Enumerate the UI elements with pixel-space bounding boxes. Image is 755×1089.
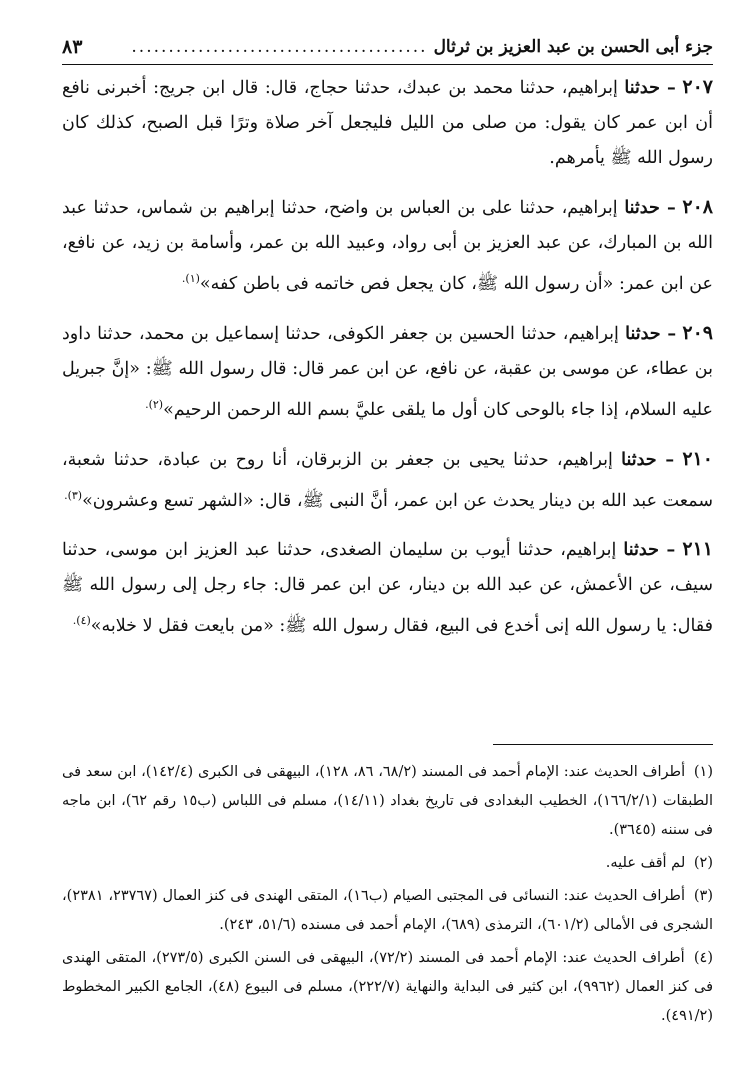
header-title: جزء أبى الحسن بن عبد العزيز بن ثرثال [433,37,713,57]
hadith-number: ٢٠٨ [682,196,713,218]
hadith-text: إبراهيم، حدثنا محمد بن عبدك، حدثنا حجاج، قال: قال ابن جريج: أخبرنى نافع أن ابن عمر كان يقول: من صلى من الليل فليجعل آخر صلاة وترًا قبل الصبح، كذلك كان رسول الله ﷺ يأمرهم. [62,78,713,168]
footnote-4 [62,944,713,1031]
hadith-list [62,70,713,658]
footnote-text: أطراف الحديث عند: الإمام أحمد فى المسند (٦٨/٢، ٨٦، ١٢٨)، البيهقى فى الكبرى (١٤٢/٤)، ابن سعد فى الطبقات (١٦٦/٢/١)، الخطيب البغدادى فى تاريخ بغداد (١٤/١١)، مسلم فى اللباس (ب١٥ رقم ٦٢)، ابن ماجه فى سننه (٣٦٤٥). [62,764,713,838]
footnote-ref: (٣). [64,488,83,502]
hadith-text: إبراهيم، حدثنا يحيى بن جعفر بن الزبرقان، أنا روح بن عبادة، حدثنا شعبة، سمعت عبد الله بن دينار يحدث عن ابن عمر، أنَّ النبى ﷺ، قال: «الشهر تسع وعشرون» [62,449,713,511]
footnote-ref: (١). [181,272,200,285]
running-header [62,30,713,65]
header-leader-dots: ........................................ [131,37,428,57]
hadith-lead: – حدثنا [623,540,676,561]
hadith-number: ٢١٠ [682,447,713,470]
footnote-3 [62,882,713,940]
footnote-number: (٣) [693,888,713,904]
hadith-lead: – حدثنا [625,323,677,344]
footnote-number: (٢) [693,855,713,871]
hadith-number: ٢٠٩ [682,321,713,344]
footnote-1 [62,758,713,845]
hadith-210 [62,442,713,519]
footnote-ref: (٢). [145,397,164,411]
hadith-text: إبراهيم، حدثنا أيوب بن سليمان الصغدى، حدثنا عبد العزيز ابن موسى، حدثنا سيف، عن الأعمش، عن عبد الله بن دينار، عن ابن عمر قال: جاء رجل إلى رسول الله ﷺ فقال: يا رسول الله إنى أخدع فى البيع، فقال رسول الله ﷺ: «من بايعت فقل لا خلابه» [62,540,713,637]
footnotes [62,758,713,1035]
footnote-2 [62,849,713,878]
hadith-211 [62,532,713,644]
hadith-lead: – حدثنا [624,198,676,218]
footnote-text: أطراف الحديث عند: الإمام أحمد فى المسند (٧٢/٢)، البيهقى فى السنن الكبرى (٢٧٣/٥)، المتقى الهندى فى كنز العمال (٩٩٦٢)، ابن كثير فى البداية والنهاية (٢٢٢/٧)، مسلم فى البيوع (٤٨)، الجامع الكبير المخطوط (٤٩١/٢). [62,950,714,1024]
footnote-number: (١) [693,764,714,780]
hadith-lead: – حدثنا [621,449,675,470]
footnote-separator [493,744,713,745]
footnote-number: (٤) [693,950,713,966]
hadith-lead: – حدثنا [624,78,676,98]
hadith-208 [62,190,713,302]
hadith-text: إبراهيم، حدثنا الحسين بن جعفر الكوفى، حدثنا إسماعيل بن محمد، حدثنا داود بن عطاء، عن موسى بن عقبة، عن نافع، عن ابن عمر قال: قال رسول الله ﷺ: «إنَّ جبريل عليه السلام، إذا جاء بالوحى كان أول ما يلقى عليَّ بسم الله الرحمن الرحيم» [62,323,713,420]
hadith-207 [62,70,713,176]
footnote-text: أطراف الحديث عند: النسائى فى المجتبى الصيام (ب١٦)، المتقى الهندى فى كنز العمال (٢٣٧٦٧، ٢٣٨١)، الشجرى فى الأمالى (٦٠١/٢)، الترمذى (٦٨٩)، الإمام أحمد فى مسنده (٥١/٦، ٢٤٣). [62,888,713,933]
hadith-number: ٢٠٧ [682,76,713,98]
page-number: ٨٣ [62,36,83,58]
footnote-ref: (٤). [72,614,91,628]
hadith-209 [62,316,713,428]
hadith-text: إبراهيم، حدثنا على بن العباس بن واضح، حدثنا إبراهيم بن شماس، حدثنا عبد الله بن المبارك، عن عبد العزيز بن أبى رواد، وعبيد الله بن عمر، وأسامة بن زيد، عن نافع، عن ابن عمر: «أن رسول الله ﷺ، كان يجعل فص خاتمه فى باطن كفه» [62,198,713,294]
footnote-text: لم أقف عليه. [605,855,686,871]
hadith-number: ٢١١ [682,538,714,561]
